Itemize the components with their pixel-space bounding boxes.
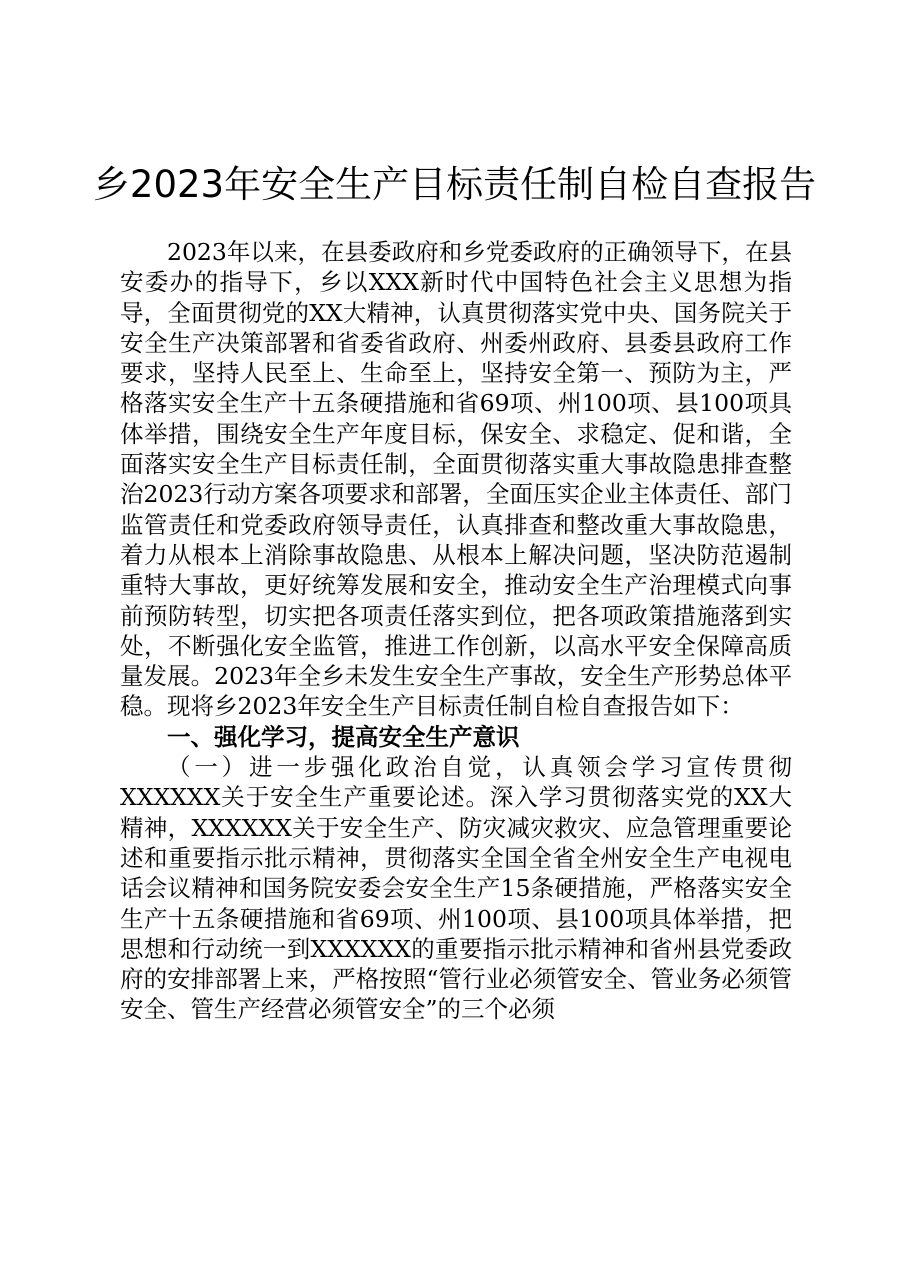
section-heading: 一、强化学习，提高安全生产意识 bbox=[167, 722, 520, 751]
document-title: 乡2023年安全生产目标责任制自检自查报告 bbox=[92, 163, 817, 206]
subsection-paragraph: （一）进一步强化政治自觉，认真领会学习宣传贯彻XXXXXX关于安全生产重要论述。深入学习贯彻落实党的XX大精神，XXXXXX关于安全生产、防灾减灾救灾、应急管理重要论述和重要指示批示精神，贯彻落实全国全省全州安全生产电视电话会议精神和国务院安委会安全生产15条硬措施，严格落实安全生产十五条硬措施和省69项、州100项、县100项具体举措，把思想和行动统一到XXXXXX的重要指示批示精神和省州县党委政府的安排部署上来，严格按照“管行业必须管安全、管业务必须管安全、管生产经营必须管安全”的三个必须 bbox=[120, 753, 792, 1024]
document-body bbox=[120, 237, 792, 1025]
intro-paragraph: 2023年以来，在县委政府和乡党委政府的正确领导下，在县安委办的指导下，乡以XXX新时代中国特色社会主义思想为指导，全面贯彻党的XX大精神，认真贯彻落实党中央、国务院关于安全生产决策部署和省委省政府、州委州政府、县委县政府工作要求，坚持人民至上、生命至上，坚持安全第一、预防为主，严格落实安全生产十五条硬措施和省69项、州100项、县100项具体举措，围绕安全生产年度目标，保安全、求稳定、促和谐，全面落实安全生产目标责任制，全面贯彻落实重大事故隐患排查整治2023行动方案各项要求和部署，全面压实企业主体责任、部门监管责任和党委政府领导责任，认真排查和整改重大事故隐患，着力从根本上消除事故隐患、从根本上解决问题，坚决防范遏制重特大事故，更好统筹发展和安全，推动安全生产治理模式向事前预防转型，切实把各项责任落实到位，把各项政策措施落到实处，不断强化安全监管，推进工作创新，以高水平安全保障高质量发展。2023年全乡未发生安全生产事故，安全生产形势总体平稳。现将乡2023年安全生产目标责任制自检自查报告如下： bbox=[120, 238, 792, 721]
